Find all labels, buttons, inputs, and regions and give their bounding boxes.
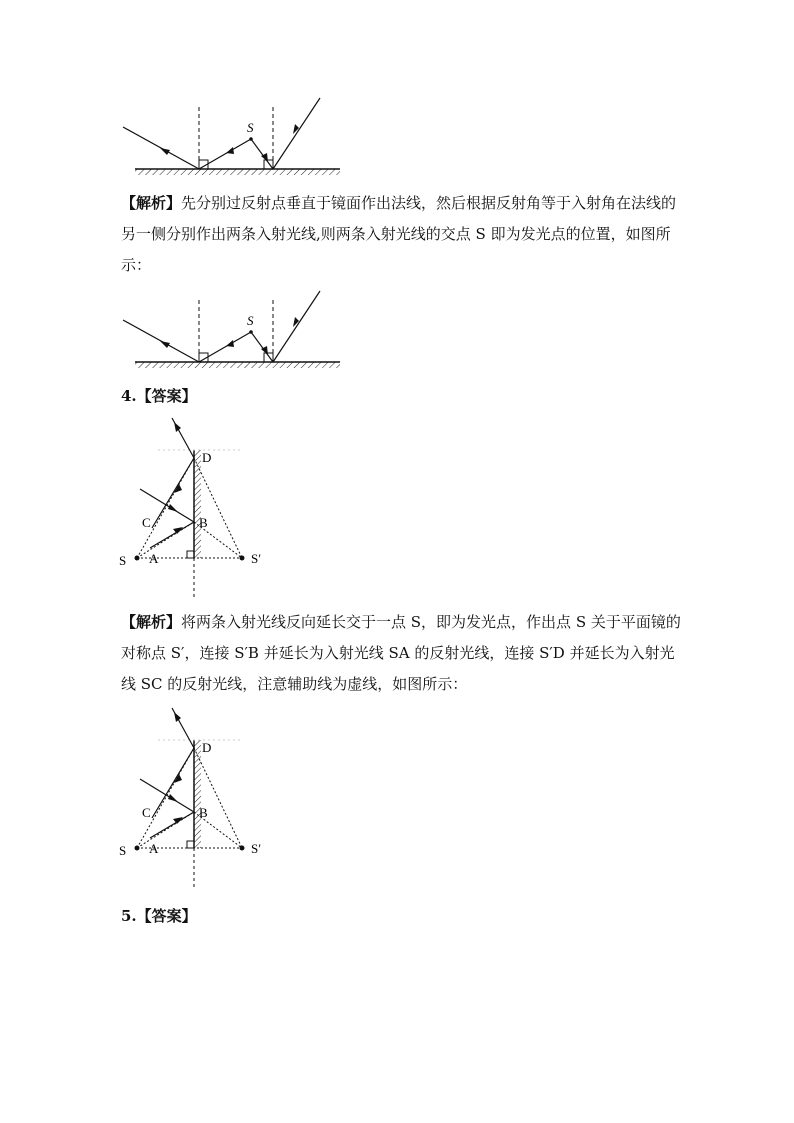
label-c: C [142, 515, 151, 530]
point-s-label: S [247, 120, 254, 135]
label-a: A [149, 551, 159, 566]
analysis-paragraph-3 [121, 188, 681, 281]
answer-heading-4: 4.【答案】 [121, 387, 197, 405]
mirror-figure-2 [110, 700, 270, 890]
mirror-figure-1 [110, 410, 270, 600]
label-b: B [199, 805, 208, 820]
label-b: B [199, 515, 208, 530]
reflection-figure-1 [115, 92, 345, 182]
point-s-label: S [247, 313, 254, 328]
label-c: C [142, 805, 151, 820]
label-a: A [149, 841, 159, 856]
label-s-prime: S′ [251, 551, 262, 566]
analysis-paragraph-4 [121, 607, 681, 700]
reflection-figure-2 [115, 285, 345, 375]
answer-heading-5: 5.【答案】 [121, 907, 197, 925]
analysis-tag: 【解析】 [121, 194, 182, 212]
label-d: D [202, 740, 212, 755]
label-s-prime: S′ [251, 841, 262, 856]
label-s: S [119, 553, 127, 568]
analysis-text: 将两条入射光线反向延长交于一点 S，即为发光点，作出点 S 关于平面镜的对称点 S′，连接 S′B 并延长为入射光线 SA 的反射光线，连接 S′D 并延长为入射光线 SC 的反射光线，注意辅助线为虚线，如图所示： [121, 613, 681, 693]
analysis-tag: 【解析】 [121, 613, 182, 631]
label-s: S [119, 843, 127, 858]
analysis-text: 先分别过反射点垂直于镜面作出法线，然后根据反射角等于入射角在法线的另一侧分别作出两条入射光线,则两条入射光线的交点 S 即为发光点的位置，如图所示： [121, 194, 677, 274]
label-d: D [202, 450, 212, 465]
